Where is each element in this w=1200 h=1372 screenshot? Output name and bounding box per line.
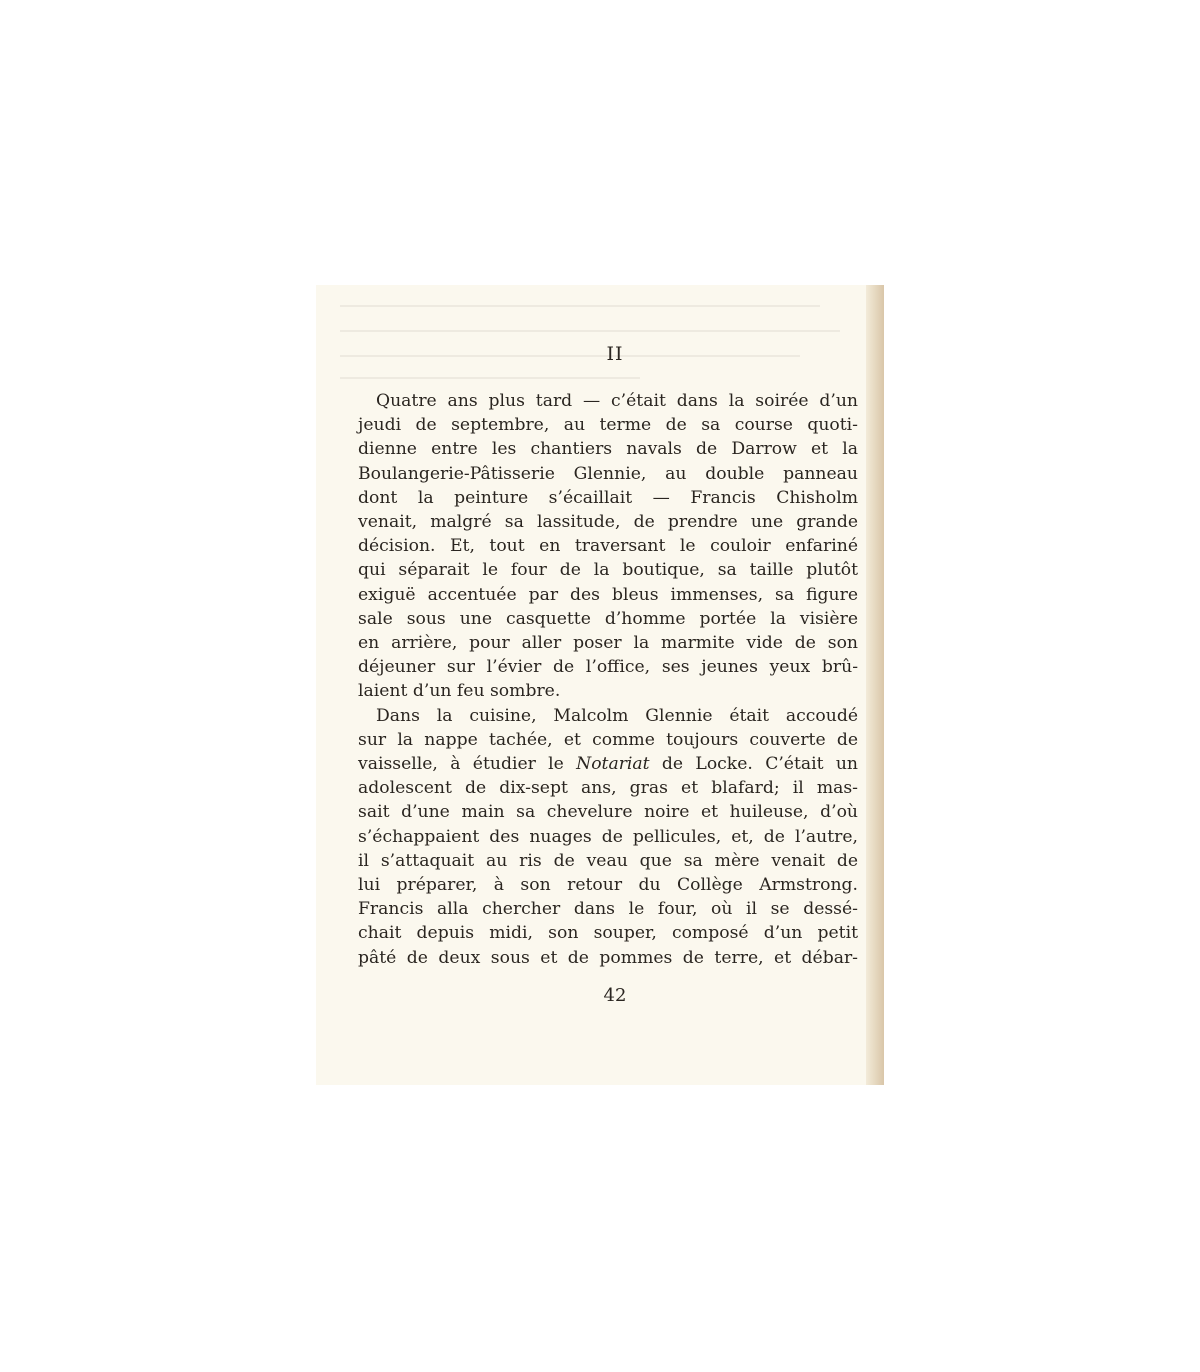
- body-text: [358, 389, 858, 970]
- text-line: Dans la cuisine, Malcolm Glennie était accoudé: [376, 705, 858, 726]
- italic-book-title: Notariat: [576, 754, 650, 775]
- text-line: sur la nappe tachée, et comme toujours couverte de: [358, 729, 858, 750]
- page-edge-shadow: [866, 285, 884, 1085]
- text-line: chait depuis midi, son souper, composé d’un petit: [358, 923, 858, 944]
- text-line: s’échappaient des nuages de pellicules, et, de l’autre,: [358, 826, 858, 847]
- text-line: dont la peinture s’écaillait — Francis Chisholm: [358, 487, 858, 508]
- text-line: jeudi de septembre, au terme de sa course quoti-: [358, 415, 858, 436]
- text-line: sale sous une casquette d’homme portée la visière: [358, 608, 858, 629]
- text-line-with-italic: [358, 752, 858, 776]
- text-line: Boulangerie-Pâtisserie Glennie, au double panneau: [358, 463, 858, 484]
- book-page: [316, 285, 884, 1085]
- text-line: lui préparer, à son retour du Collège Armstrong.: [358, 875, 858, 896]
- text-line: Francis alla chercher dans le four, où il se dessé-: [358, 899, 858, 920]
- text-line: laient d’un feu sombre.: [358, 681, 561, 702]
- text-line: qui séparait le four de la boutique, sa taille plutôt: [358, 560, 858, 581]
- text-line: venait, malgré sa lassitude, de prendre une grande: [358, 512, 858, 533]
- text-line: déjeuner sur l’évier de l’office, ses jeunes yeux brû-: [358, 657, 858, 678]
- text-line: Quatre ans plus tard — c’était dans la soirée d’un: [376, 391, 858, 411]
- chapter-heading: II: [606, 343, 624, 365]
- paragraph: [358, 389, 858, 704]
- text-line: sait d’une main sa chevelure noire et huileuse, d’où: [358, 802, 858, 823]
- page-number: 42: [603, 985, 627, 1006]
- text-fragment: vaisselle, à étudier le: [358, 754, 577, 775]
- text-line: pâté de deux sous et de pommes de terre, et débar-: [358, 947, 858, 968]
- paragraph: [358, 704, 858, 970]
- text-line: exiguë accentuée par des bleus immenses, sa figure: [358, 584, 858, 605]
- text-fragment: de Locke. C’était un: [649, 754, 859, 775]
- text-line: décision. Et, tout en traversant le couloir enfariné: [358, 536, 858, 557]
- show-through-text: [316, 285, 884, 385]
- text-line: en arrière, pour aller poser la marmite vide de son: [358, 633, 858, 654]
- text-line: dienne entre les chantiers navals de Darrow et la: [358, 439, 858, 460]
- text-line: il s’attaquait au ris de veau que sa mère venait de: [358, 850, 858, 871]
- text-line: adolescent de dix-sept ans, gras et blafard; il mas-: [358, 778, 858, 799]
